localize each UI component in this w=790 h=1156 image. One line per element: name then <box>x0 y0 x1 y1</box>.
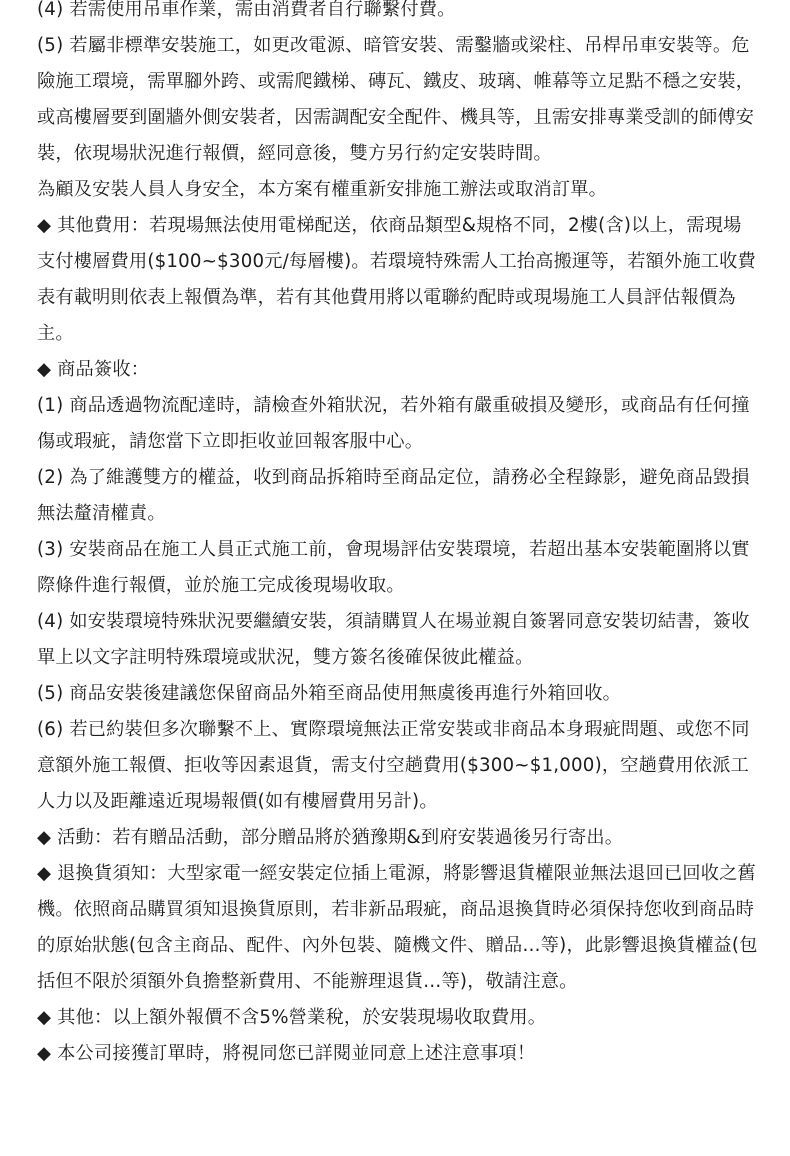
paragraph-other-fees: ◆ 其他費用：若現場無法使用電梯配送，依商品類型&規格不同，2樓(含)以上，需現場支付樓層費用($100~$300元/每層樓)。若環境特殊需人工抬高搬運等，若額外施工收費表有載明則依表上報價為準，若有其他費用將以電聯約配時或現場施工人員評估報價為主。 <box>37 215 756 344</box>
terms-document <box>37 0 759 1072</box>
paragraph-nonstandard-install: (5) 若屬非標準安裝施工，如更改電源、暗管安裝、需鑿牆或梁柱、吊桿吊車安裝等。危險施工環境，需單腳外跨、或需爬鐵梯、磚瓦、鐵皮、玻璃、帷幕等立足點不穩之安裝，或高樓層要到圍牆外側安裝者，因需調配安全配件、機具等，且需安排專業受訓的師傅安裝，依現場狀況進行報價，經同意後，雙方另行約定安裝時間。 <box>37 35 755 164</box>
heading-product-receipt: ◆ 商品簽收： <box>37 359 150 380</box>
paragraph-tax-note: ◆ 其他：以上額外報價不含5%營業稅，於安裝現場收取費用。 <box>37 1007 547 1028</box>
paragraph-promotion: ◆ 活動：若有贈品活動，部分贈品將於猶豫期&到府安裝過後另行寄出。 <box>37 827 624 848</box>
paragraph-crane-fee: (4) 若需使用吊車作業，需由消費者自行聯繫付費。 <box>37 0 456 20</box>
paragraph-receipt-1: (1) 商品透過物流配達時，請檢查外箱狀況，若外箱有嚴重破損及變形，或商品有任何撞傷或瑕疵，請您當下立即拒收並回報客服中心。 <box>37 395 750 452</box>
paragraph-receipt-5: (5) 商品安裝後建議您保留商品外箱至商品使用無虞後再進行外箱回收。 <box>37 683 621 704</box>
paragraph-return-policy: ◆ 退換貨須知：大型家電一經安裝定位插上電源，將影響退貨權限並無法退回已回收之舊機。依照商品購買須知退換貨原則，若非新品瑕疵，商品退換貨時必須保持您收到商品時的原始狀態(包含主商品、配件、內外包裝、隨機文件、贈品…等)，此影響退換貨權益(包括但不限於須額外負擔整新費用、不能辦理退貨…等)，敬請注意。 <box>37 863 758 992</box>
paragraph-safety-notice: 為顧及安裝人員人身安全，本方案有權重新安排施工辦法或取消訂單。 <box>37 179 608 200</box>
paragraph-receipt-3: (3) 安裝商品在施工人員正式施工前，會現場評估安裝環境，若超出基本安裝範圍將以實際條件進行報價，並於施工完成後現場收取。 <box>37 539 750 596</box>
paragraph-receipt-6: (6) 若已約裝但多次聯繫不上、實際環境無法正常安裝或非商品本身瑕疵問題、或您不同意額外施工報價、拒收等因素退貨，需支付空趟費用($300~$1,000)，空趟費用依派工人力以及距離遠近現場報價(如有樓層費用另計)。 <box>37 719 750 812</box>
paragraph-agreement: ◆ 本公司接獲訂單時，將視同您已詳閱並同意上述注意事項！ <box>37 1043 536 1064</box>
paragraph-receipt-2: (2) 為了維護雙方的權益，收到商品拆箱時至商品定位，請務必全程錄影，避免商品毀損無法釐清權責。 <box>37 467 750 524</box>
paragraph-receipt-4: (4) 如安裝環境特殊狀況要繼續安裝，須請購買人在場並親自簽署同意安裝切結書，簽收單上以文字註明特殊環境或狀況，雙方簽名後確保彼此權益。 <box>37 611 750 668</box>
